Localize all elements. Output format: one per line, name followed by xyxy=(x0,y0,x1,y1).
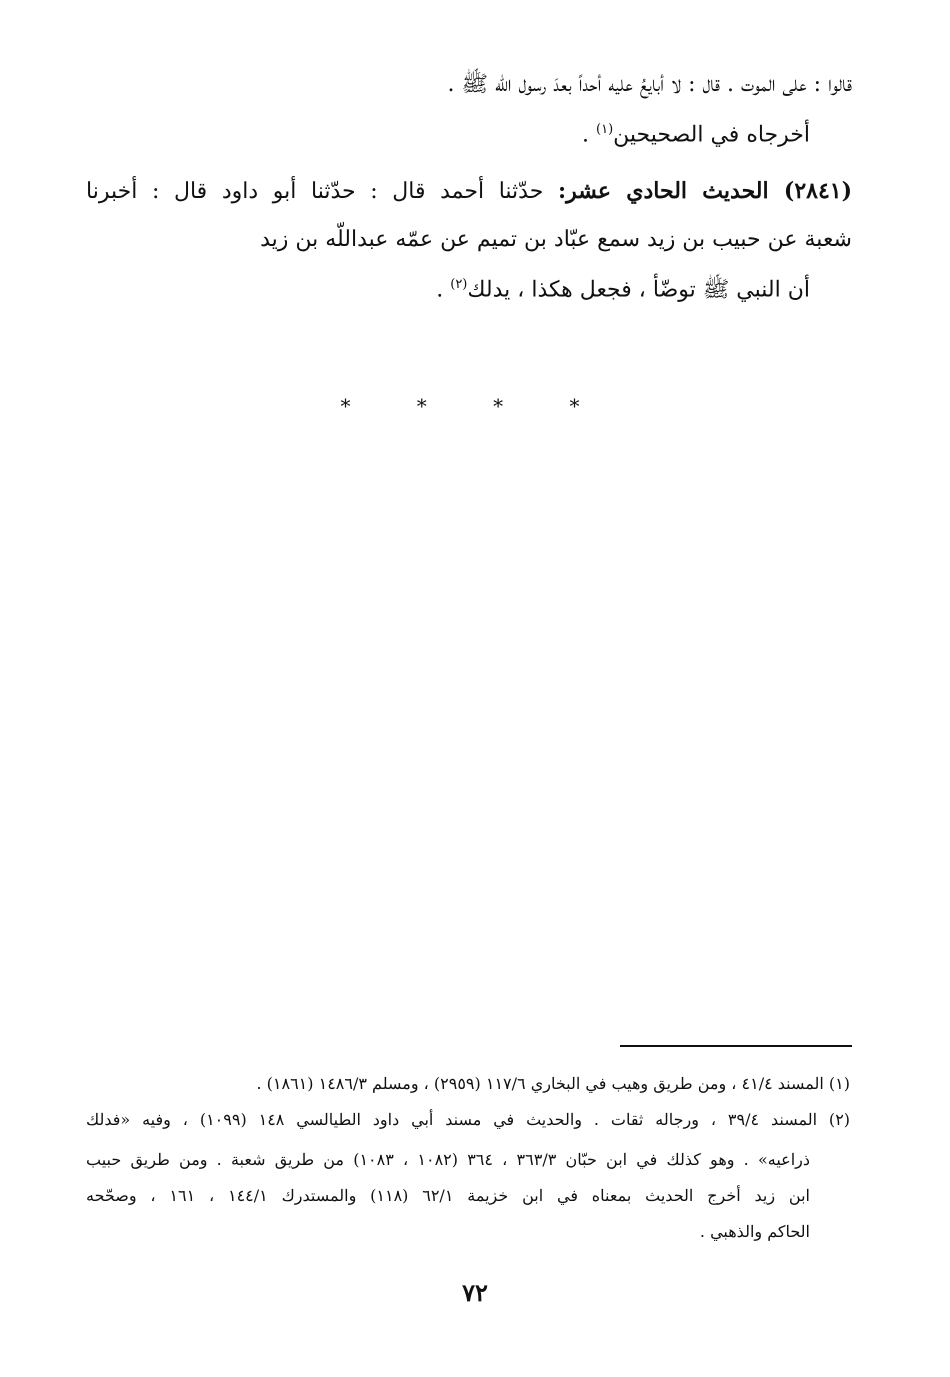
text-line-5-body: أن النبي ﷺ توضّأ ، فجعل هكذا ، يدلك xyxy=(467,277,810,303)
text-line-1: قالوا : على الموت . قال : لا أبايعُ عليه أحداً بعدَ رسول اللّه ﷺ . xyxy=(447,72,852,97)
footnote-rule xyxy=(620,1045,852,1047)
page-number: ٧٢ xyxy=(462,1278,488,1307)
footnote-1: (١) المسند ٤١/٤ ، ومن طريق وهيب في البخاري ١١٧/٦ (٢٩٥٩) ، ومسلم ١٤٨٦/٣ (١٨٦١) . xyxy=(256,1074,850,1093)
text-line-5-end: . xyxy=(436,277,451,303)
text-line-3-body: حدّثنا أحمد قال : حدّثنا أبو داود قال : أخبرنا xyxy=(86,179,558,204)
footnote-2-line-3: ابن زيد أخرج الحديث بمعناه في ابن خزيمة ٦٢/١ (١١٨) والمستدرك ١٤٤/١ ، ١٦١ ، وصحّحه xyxy=(86,1186,810,1205)
footnote-ref-1: (١) xyxy=(596,122,614,137)
footnote-2-line-1: (٢) المسند ٣٩/٤ ، ورجاله ثقات . والحديث في مسند أبي داود الطيالسي ١٤٨ (١٠٩٩) ، وفيه «فدلك xyxy=(86,1110,851,1129)
footnote-2-line-2: ذراعيه» . وهو كذلك في ابن حبّان ٣٦٣/٣ ، ٣٦٤ (١٠٨٢ ، ١٠٨٣) من طريق شعبة . ومن طريق حبيب xyxy=(86,1150,810,1169)
text-line-4: شعبة عن حبيب بن زيد سمع عبّاد بن تميم عن عمّه عبداللّه بن زيد xyxy=(260,227,852,252)
text-line-2 xyxy=(582,122,810,149)
text-line-5 xyxy=(436,277,810,304)
text-line-3 xyxy=(86,178,852,205)
text-line-2-body: أخرجاه في الصحيحين xyxy=(613,122,810,148)
hadith-heading: (٢٨٤١) الحديث الحادي عشر: xyxy=(557,178,852,204)
footnote-2-line-4: الحاكم والذهبي . xyxy=(699,1222,810,1241)
text-line-2-end: . xyxy=(582,122,597,148)
section-separator: * * * * xyxy=(340,394,610,418)
footnote-ref-2: (٢) xyxy=(450,277,468,292)
